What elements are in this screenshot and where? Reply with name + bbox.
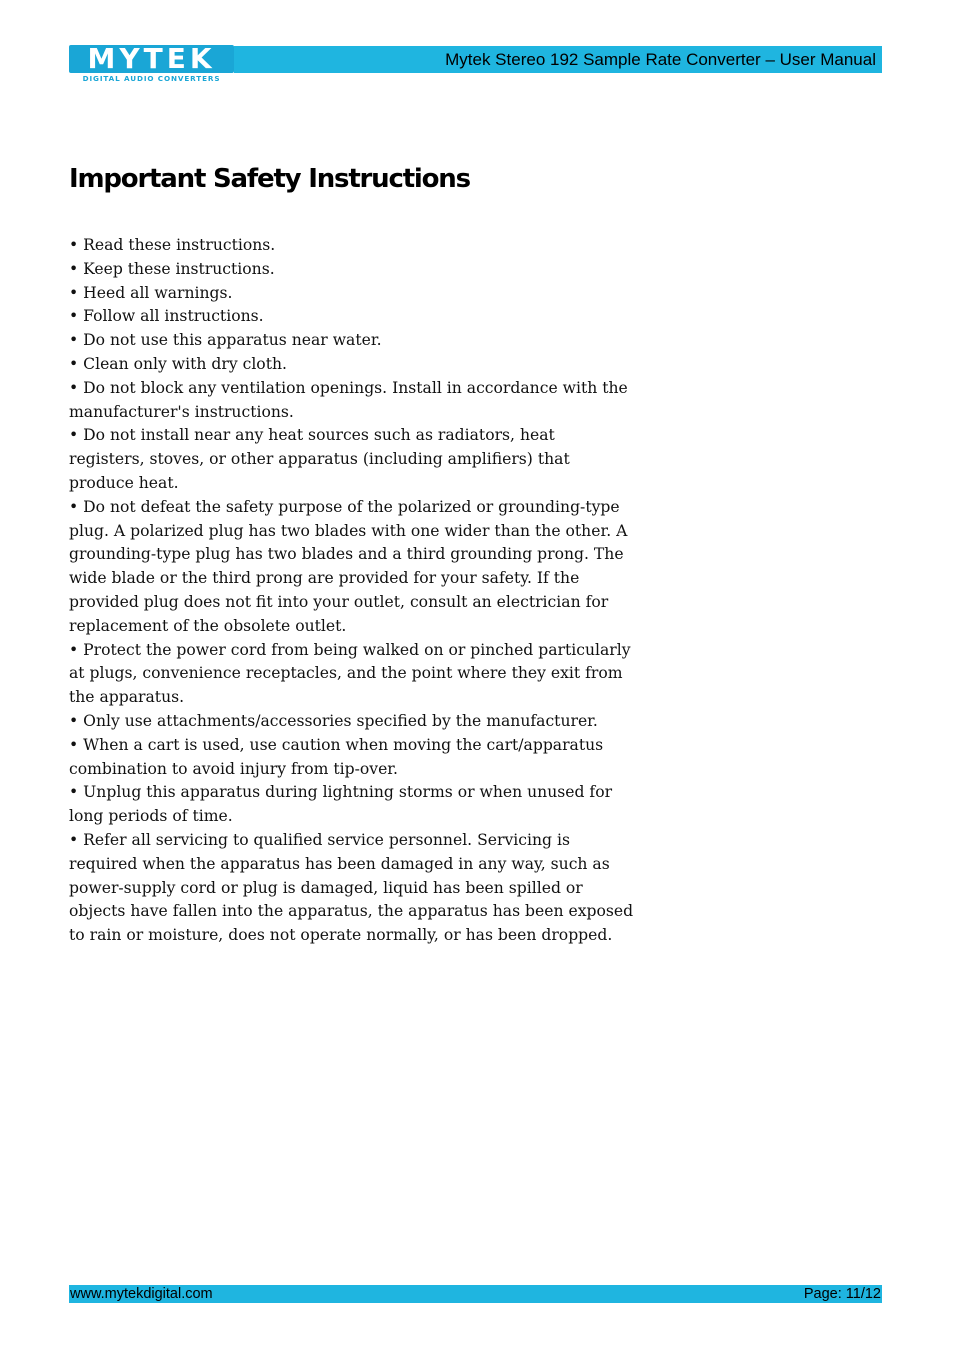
logo-tagline: DIGITAL AUDIO CONVERTERS bbox=[82, 74, 221, 83]
instruction-item: • Do not block any ventilation openings. Install in accordance with the manufacturer's instructions. bbox=[69, 378, 628, 421]
instruction-item: • When a cart is used, use caution when moving the cart/apparatus combination to avoid injury from tip-over. bbox=[69, 735, 604, 778]
instruction-item: • Refer all servicing to qualified service personnel. Servicing is required when the apparatus has been damaged in any way, such as power-supply cord or plug is damaged, liquid has been spilled or objects have fallen into the apparatus, the apparatus has been exposed to rain or moisture, does not operate normally, or has been dropped. bbox=[69, 830, 634, 945]
instruction-item: • Protect the power cord from being walked on or pinched particularly at plugs, convenience receptacles, and the point where they exit from the apparatus. bbox=[69, 640, 631, 707]
instruction-item: • Follow all instructions. bbox=[69, 307, 264, 326]
logo-wordmark: MYTEK bbox=[87, 42, 216, 75]
document-title: Mytek Stereo 192 Sample Rate Converter – User Manual bbox=[445, 50, 876, 69]
logo-badge bbox=[69, 42, 234, 75]
instruction-item: • Keep these instructions. bbox=[69, 259, 275, 278]
instruction-item: • Read these instructions. bbox=[69, 236, 276, 254]
website-link[interactable]: www.mytekdigital.com bbox=[70, 1286, 213, 1302]
page-number: Page: 11/12 bbox=[803, 1286, 881, 1302]
instruction-item: • Clean only with dry cloth. bbox=[69, 354, 287, 373]
instruction-item: • Do not use this apparatus near water. bbox=[69, 331, 382, 350]
instruction-item: • Only use attachments/accessories specified by the manufacturer. bbox=[69, 711, 598, 730]
page-heading: Important Safety Instructions bbox=[69, 164, 470, 194]
instruction-item: • Heed all warnings. bbox=[69, 283, 233, 302]
instruction-item: • Do not defeat the safety purpose of the polarized or grounding-type plug. A polarized plug has two blades with one wider than the other. A grounding-type plug has two blades and a third grounding prong. The wide blade or the third prong are provided for your safety. If the provided plug does not fit into your outlet, consult an electrician for replacement of the obsolete outlet. bbox=[69, 497, 628, 635]
safety-instructions-list bbox=[69, 234, 634, 948]
footer-bar bbox=[69, 1285, 882, 1303]
mytek-logo bbox=[69, 42, 234, 83]
instruction-item: • Unplug this apparatus during lightning storms or when unused for long periods of time. bbox=[69, 783, 613, 826]
instruction-item: • Do not install near any heat sources such as radiators, heat registers, stoves, or other apparatus (including amplifiers) that produce heat. bbox=[69, 426, 570, 492]
